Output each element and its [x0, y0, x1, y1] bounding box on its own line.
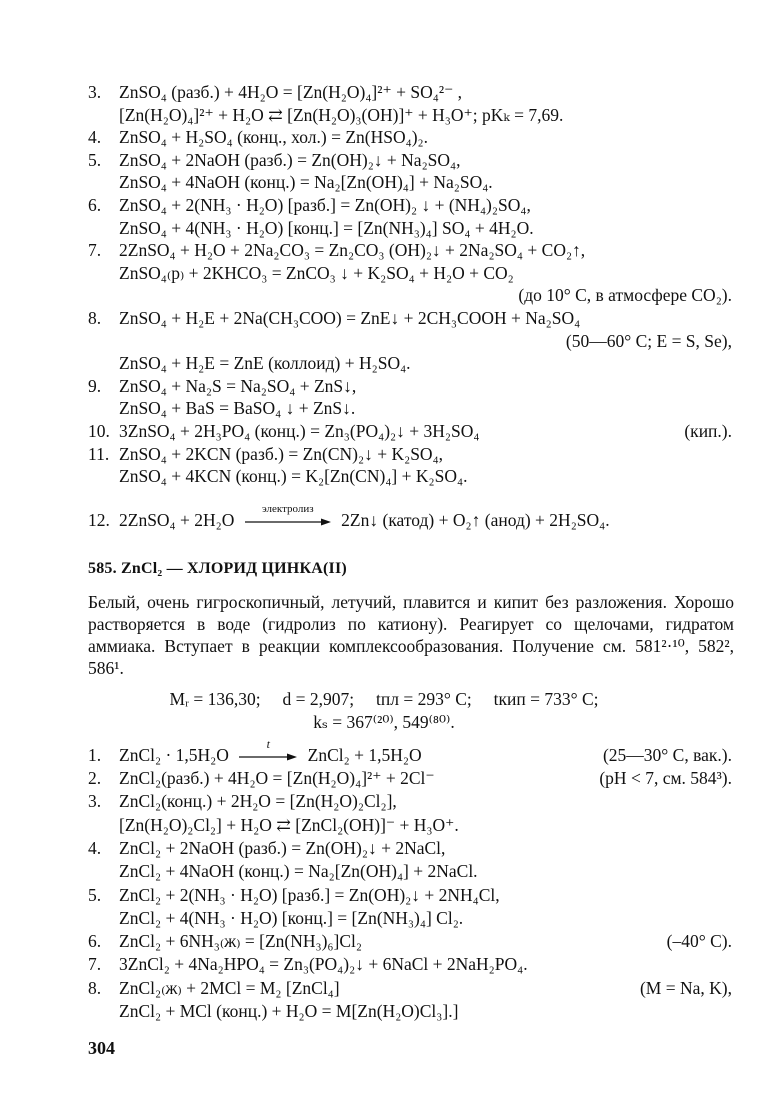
reaction-number: 9.: [88, 375, 102, 396]
reaction-condition: (кип.).: [684, 421, 732, 441]
reaction-equation: ZnSO₄ + H₂E + 2Na(CH₃COO) = ZnE↓ + 2CH₃COOH + Na₂SO₄: [119, 308, 581, 328]
reaction-equation: ZnCl₂ + 2NaOH (разб.) = Zn(OH)₂↓ + 2NaCl,: [119, 837, 446, 858]
constants-line-2: kₛ = 367⁽²⁰⁾, 549⁽⁸⁰⁾.: [313, 712, 455, 732]
reaction-number: 2.: [88, 768, 102, 788]
reaction-equation: ZnCl₂(разб.) + 4H₂O = [Zn(H₂O)₄]²⁺ + 2Cl⁻: [119, 768, 435, 788]
reaction-equation: ZnCl₂(конц.) + 2H₂O = [Zn(H₂O)₂Cl₂],: [119, 791, 397, 812]
reaction-equation: 3ZnCl₂ + 4Na₂HPO₄ = Zn₃(PO₄)₂↓ + 6NaCl + 2NaH₂PO₄.: [119, 954, 528, 975]
reaction-left-side: 2ZnSO₄ + 2H₂O: [119, 510, 235, 530]
reaction-number: 10.: [88, 421, 110, 441]
reaction-right-side: ZnCl₂ + 1,5H₂O: [307, 745, 422, 765]
reaction-number: 5.: [88, 149, 102, 170]
reaction-equation: ZnSO₄ + 4(NH₃ · H₂O) [конц.] = [Zn(NH₃)₄] SO₄ + 4H₂O.: [119, 217, 534, 238]
reaction-number: 6.: [88, 931, 102, 952]
constants-line-1: Mᵣ = 136,30; d = 2,907; tпл = 293° C; tкип = 733° C;: [169, 689, 599, 709]
reaction-equation: ZnSO₄ + H₂E = ZnE (коллоид) + H₂SO₄.: [119, 353, 411, 374]
reaction-condition: (–40° C).: [666, 931, 732, 952]
reaction-left-side: ZnCl₂ · 1,5H₂O: [119, 745, 229, 765]
page-number: 304: [88, 1038, 115, 1058]
reaction-equation: ZnCl₂ + 6NH₃₍ж₎ = [Zn(NH₃)₆]Cl₂: [119, 931, 362, 952]
reaction-number: 12.: [88, 510, 110, 530]
reaction-equation: ZnSO₄ + H₂SO₄ (конц., хол.) = Zn(HSO₄)₂.: [119, 127, 429, 148]
reaction-condition: (до 10° C, в атмосфере CO₂).: [518, 285, 732, 306]
electrolysis-arrow: [245, 502, 331, 527]
reaction-right-side: 2Zn↓ (катод) + O₂↑ (анод) + 2H₂SO₄.: [341, 510, 610, 530]
reaction-equation: ZnCl₂ + 2(NH₃ · H₂O) [разб.] = Zn(OH)₂↓ + 2NH₄Cl,: [119, 884, 500, 905]
arrow-label: t: [266, 736, 270, 751]
reaction-equation: [Zn(H₂O)₄]²⁺ + H₂O ⇄ [Zn(H₂O)₃(OH)]⁺ + H₃O⁺; pKₖ = 7,69.: [119, 104, 564, 125]
reaction-number: 3.: [88, 791, 102, 812]
arrow-right-icon: [245, 517, 331, 527]
reaction-equation: 2ZnSO₄ + H₂O + 2Na₂CO₃ = Zn₂CO₃ (OH)₂↓ + 2Na₂SO₄ + CO₂↑,: [119, 240, 586, 261]
arrow-right-icon: [239, 752, 297, 762]
reaction-number: 8.: [88, 308, 102, 328]
reaction-number: 11.: [88, 443, 110, 464]
reaction-equation: ZnSO₄ + BaS = BaSO₄ ↓ + ZnS↓.: [119, 398, 356, 419]
section-heading: 585. ZnCl₂ — ХЛОРИД ЦИНКА(II): [88, 560, 347, 577]
reaction-number: 5.: [88, 884, 102, 905]
reaction-equation: ZnCl₂ + 4(NH₃ · H₂O) [конц.] = [Zn(NH₃)₄] Cl₂.: [119, 907, 464, 928]
reaction-number: 8.: [88, 977, 102, 998]
reaction-condition: (M = Na, K),: [639, 977, 732, 998]
reaction-equation: ZnSO₄ + 2KCN (разб.) = Zn(CN)₂↓ + K₂SO₄,: [119, 443, 444, 464]
reaction-condition: (pH < 7, см. 584³).: [599, 768, 732, 788]
reaction-number: 7.: [88, 240, 102, 261]
description-paragraph: Белый, очень гигроскопичный, летучий, плавится и кипит без разложения. Хорошо растворяется в воде (гидролиз по катиону). Реагирует со щелочами, гидратом аммиака. Вступает в реакции комплексообразования. Получение см. 581²·¹⁰, 582², 586¹.: [88, 592, 734, 678]
heating-arrow: [239, 736, 297, 762]
reaction-equation: ZnSO₄ (разб.) + 4H₂O = [Zn(H₂O)₄]²⁺ + SO₄²⁻ ,: [119, 82, 463, 102]
reaction-number: 4.: [88, 127, 102, 148]
reaction-number: 4.: [88, 837, 102, 858]
reaction-equation: ZnSO₄ + Na₂S = Na₂SO₄ + ZnS↓,: [119, 375, 357, 396]
reaction-equation: ZnSO₄ + 4NaOH (конц.) = Na₂[Zn(OH)₄] + Na₂SO₄.: [119, 172, 493, 193]
reaction-equation: ZnSO₄₍р₎ + 2KHCO₃ = ZnCO₃ ↓ + K₂SO₄ + H₂O + CO₂: [119, 262, 514, 283]
reaction-number: 3.: [88, 82, 102, 102]
reaction-equation: [Zn(H₂O)₂Cl₂] + H₂O ⇄ [ZnCl₂(OH)]⁻ + H₃O⁺.: [119, 814, 459, 835]
reaction-equation: 3ZnSO₄ + 2H₃PO₄ (конц.) = Zn₃(PO₄)₂↓ + 3H₂SO₄: [119, 421, 480, 441]
reaction-condition: (25—30° C, вак.).: [602, 745, 732, 765]
reaction-number: 6.: [88, 195, 102, 215]
reaction-number: 1.: [88, 745, 102, 765]
reaction-equation: ZnSO₄ + 2(NH₃ · H₂O) [разб.] = Zn(OH)₂ ↓ + (NH₄)₂SO₄,: [119, 195, 531, 215]
reaction-equation: ZnCl₂ + 4NaOH (конц.) = Na₂[Zn(OH)₄] + 2NaCl.: [119, 861, 478, 882]
reaction-equation: ZnSO₄ + 4KCN (конц.) = K₂[Zn(CN)₄] + K₂SO₄.: [119, 466, 468, 487]
arrow-label: электролиз: [261, 502, 314, 515]
reaction-equation: ZnSO₄ + 2NaOH (разб.) = Zn(OH)₂↓ + Na₂SO₄,: [119, 149, 461, 170]
reaction-number: 7.: [88, 954, 102, 975]
reaction-equation: ZnCl₂ + MCl (конц.) + H₂O = M[Zn(H₂O)Cl₃].]: [119, 1001, 459, 1021]
reaction-equation: ZnCl₂₍ж₎ + 2MCl = M₂ [ZnCl₄]: [119, 977, 340, 998]
reaction-condition: (50—60° C; E = S, Se),: [565, 330, 732, 351]
